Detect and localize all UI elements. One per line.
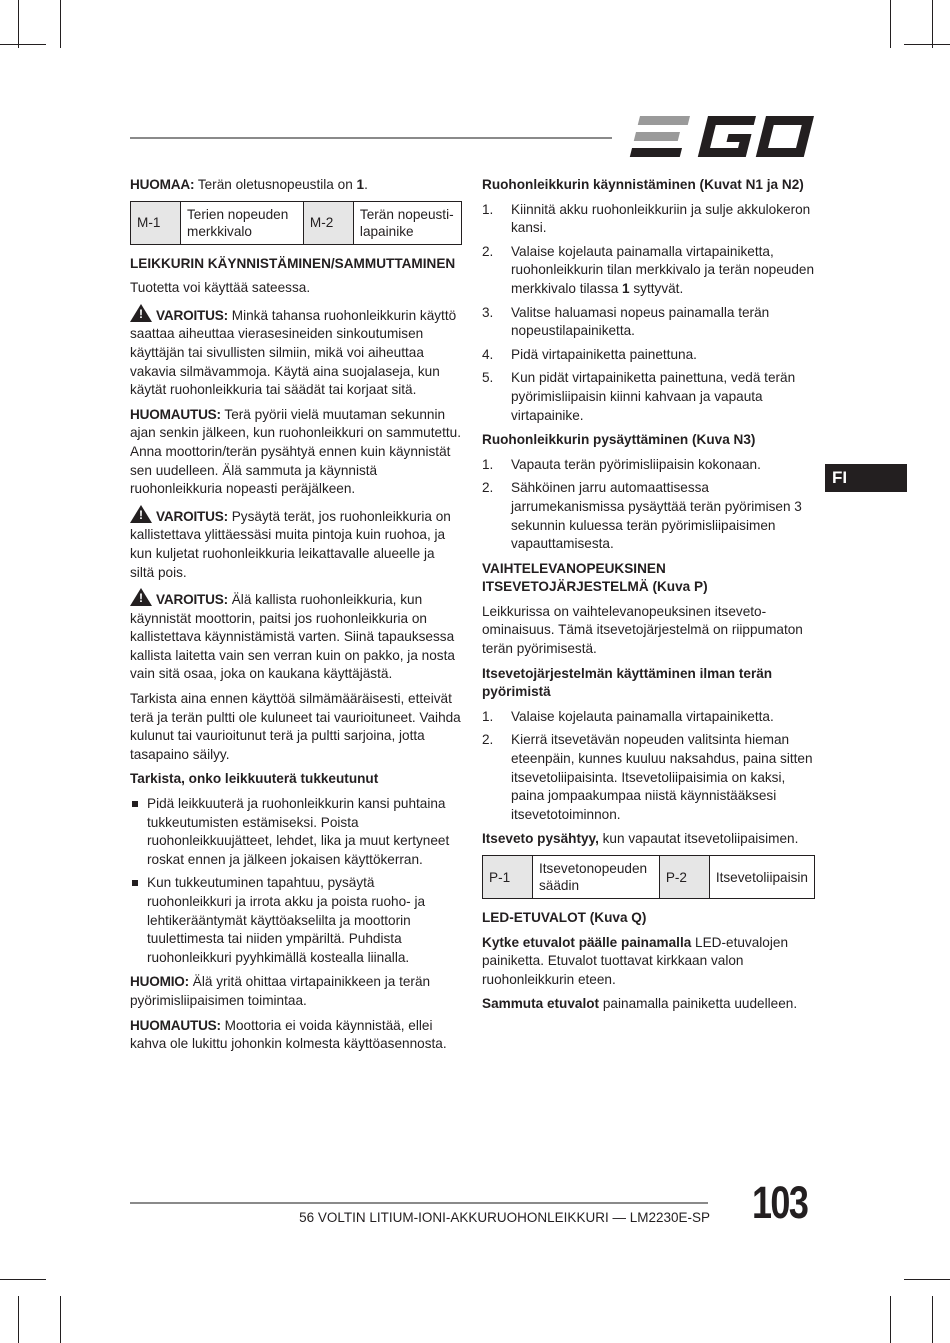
note-default-speed: HUOMAA: Terän oletusnopeustila on 1.	[130, 177, 368, 192]
section-heading-self-propel-no-blade: Itsevetojärjestelmän käyttäminen ilman terän pyörimistä	[482, 665, 773, 700]
table-cell-desc: Terien nopeuden merkkivalo	[181, 201, 304, 244]
warning-icon	[130, 505, 152, 523]
crop-mark	[904, 1279, 950, 1280]
paragraph-rain: Tuotetta voi käyttää sateessa.	[130, 280, 311, 296]
paragraph-led-on: Kytke etuvalot päälle painamalla LED-etuvalojen painiketta. Etuvalot tuottavat kirkkaan valon ruohonleikkurin eteen.	[482, 934, 789, 987]
table-row	[131, 201, 462, 244]
list-item: 5. Kun pidät virtapainiketta painettuna, vedä terän pyörimisliipaisin kiinni kahvaan ja vapauta virtapainike.	[482, 370, 796, 423]
paragraph-inspect-blade: Tarkista aina ennen käyttöä silmämääräisesti, etteivät terä ja terän pultti ole kuluneet tai vaurioituneet. Vaihda kulunut tai vaurioitunut terä ja pultti sarjoina, jotta tasapaino säilyy.	[130, 691, 461, 762]
clog-bullet-list	[130, 795, 462, 967]
note-do-not-bypass: HUOMIO: Älä yritä ohittaa virtapainikkeen ja terän pyörimisliipaisimen toimintaa.	[130, 974, 431, 1008]
crop-mark	[890, 1296, 891, 1343]
section-heading-led: LED-ETUVALOT (Kuva Q)	[482, 910, 647, 925]
table-cell-code: P-2	[659, 856, 709, 899]
crop-mark	[60, 0, 61, 48]
section-heading-clog: Tarkista, onko leikkuuterä tukkeutunut	[130, 771, 379, 787]
list-item: 2. Valaise kojelauta painamalla virtapainiketta, ruohonleikkurin tilan merkkivalo ja terän nopeuden merkkivalo tilassa 1 syttyvät.	[482, 243, 815, 296]
list-item: Kun tukkeutuminen tapahtuu, pysäytä ruohonleikkuri ja irrota akku ja poista ruoho- ja lehtikerääntymät käyttöakselilta ja moottorin tuulettimesta tai niiden ympäriltä. Puhdista ruohonleikkuri pyyhkimällä kostealla liinalla.	[130, 874, 462, 967]
language-tab: FI	[825, 464, 907, 492]
crop-mark	[890, 0, 891, 48]
table-cell-code: M-2	[303, 201, 353, 244]
left-column	[130, 176, 462, 1060]
header-rule	[130, 137, 612, 139]
self-propel-table	[482, 855, 815, 899]
table-cell-desc: Terän nopeusti-lapainike	[353, 201, 461, 244]
footer-title: 56 VOLTIN LITIUM-IONI-AKKURUOHONLEIKKURI — LM2230E-SP	[299, 1210, 710, 1225]
stop-steps-list	[482, 456, 815, 554]
crop-mark	[0, 1279, 46, 1280]
crop-mark	[18, 0, 19, 48]
table-row	[483, 856, 815, 899]
warning-tilting: !VAROITUS: Älä kallista ruohonleikkuria, kun käynnistät moottorin, paitsi jos ruohonleikkuria on kallistettava käynnistämistä varten. Siinä tapauksessa kallista laitetta vain sen verran kuin on pakko, ja nosta vain sitä osaa, joka on kaukana käyttäjästä.	[130, 588, 462, 684]
list-item: 2. Kierrä itsevetävän nopeuden valitsinta hieman eteenpäin, kunnes kuuluu naksahdus, paina sitten itsevetoliipaisinta. Itsevetoliipaisimia on kaksi, paina jompaakumpaa niistä käynnistääksesi itsevetotoiminnon.	[482, 732, 813, 822]
section-heading-self-propel: VAIHTELEVANOPEUKSINEN ITSEVETOJÄRJESTELMÄ (Kuva P)	[482, 560, 708, 595]
square-bullet-icon	[130, 874, 147, 967]
table-cell-desc: Itsevetonopeuden säädin	[533, 856, 660, 899]
list-item: 1. Kiinnitä akku ruohonleikkuriin ja sulje akkulokeron kansi.	[482, 201, 811, 236]
list-item: 1. Valaise kojelauta painamalla virtapainiketta.	[482, 708, 774, 724]
footer-rule	[130, 1202, 708, 1204]
self-propel-steps-list	[482, 708, 815, 825]
blade-speed-table	[130, 201, 462, 245]
warning-eye-protection: !VAROITUS: Minkä tahansa ruohonleikkurin käyttö saattaa aiheuttaa vierasesineiden sinkoutumisen käyttäjän tai sivullisten silmiin, mikä voi aiheuttaa vakavia silmävammoja. Käytä aina suojalaseja, kun käytät ruohonleikkuria tai säädät tai korjaat sitä.	[130, 304, 462, 400]
right-column	[482, 176, 815, 1020]
paragraph-self-propel: Leikkurissa on vaihtelevanopeuksinen itseveto-ominaisuus. Tämä itsevetojärjestelmä on riippumaton terän pyörimisestä.	[482, 603, 803, 657]
section-heading-stopping: Ruohonleikkurin pysäyttäminen (Kuva N3)	[482, 432, 756, 448]
ego-logo	[628, 116, 814, 158]
paragraph-self-propel-stop: Itseveto pysähtyy, kun vapautat itsevetoliipaisimen.	[482, 831, 799, 847]
table-cell-code: P-1	[483, 856, 533, 899]
warning-icon	[130, 588, 152, 606]
crop-mark	[932, 0, 933, 48]
paragraph-led-off: Sammuta etuvalot painamalla painiketta uudelleen.	[482, 996, 798, 1012]
section-heading-start-stop: LEIKKURIN KÄYNNISTÄMINEN/SAMMUTTAMINEN	[130, 255, 456, 271]
section-heading-starting: Ruohonleikkurin käynnistäminen (Kuvat N1 ja N2)	[482, 177, 804, 192]
table-cell-desc: Itsevetoliipaisin	[709, 856, 814, 899]
crop-mark	[932, 1296, 933, 1343]
caution-handle-locked: HUOMAUTUS: Moottoria ei voida käynnistää, ellei kahva ole lukittu johonkin kolmesta käyttöasennosta.	[130, 1017, 447, 1052]
crop-mark	[18, 1296, 19, 1343]
crop-mark	[904, 44, 950, 45]
start-steps-list	[482, 201, 815, 426]
square-bullet-icon	[130, 795, 147, 869]
crop-mark	[0, 44, 46, 45]
list-item: 3. Valitse haluamasi nopeus painamalla terän nopeustilapainiketta.	[482, 304, 770, 339]
page-number: 103	[752, 1177, 808, 1228]
warning-stop-blades: !VAROITUS: Pysäytä terät, jos ruohonleikkuria on kallistettava ylittäessäsi muita pintoja kuin ruohoa, ja kun kuljetat ruohonleikkuria leikattavalle alueelle ja siltä pois.	[130, 505, 462, 582]
list-item: 1. Vapauta terän pyörimisliipaisin kokonaan.	[482, 456, 761, 472]
list-item: 4. Pidä virtapainiketta painettuna.	[482, 346, 697, 362]
list-item: 2. Sähköinen jarru automaattisessa jarrumekanismissa pysäyttää terän pyörimisen 3 sekunnin kuluessa terän pyörimisliipaisimen vapauttamisesta.	[482, 480, 802, 552]
caution-blade-coasting: HUOMAUTUS: Terä pyörii vielä muutaman sekunnin ajan senkin jälkeen, kun ruohonleikkuri on sammutettu. Anna moottorin/terän pysähtyä ennen kuin käynnistät sen uudelleen. Älä sammuta ja käynnistä ruohonleikkuria nopeasti peräjälkeen.	[130, 406, 461, 497]
warning-icon	[130, 304, 152, 322]
crop-mark	[60, 1296, 61, 1343]
list-item: Pidä leikkuuterä ja ruohonleikkurin kansi puhtaina tukkeutumisten estämiseksi. Poista ruohonleikkuujätteet, lehdet, lika ja muut kertyneet roskat ennen ja jälkeen jokaisen käyttökerran.	[130, 795, 462, 869]
table-cell-code: M-1	[131, 201, 181, 244]
